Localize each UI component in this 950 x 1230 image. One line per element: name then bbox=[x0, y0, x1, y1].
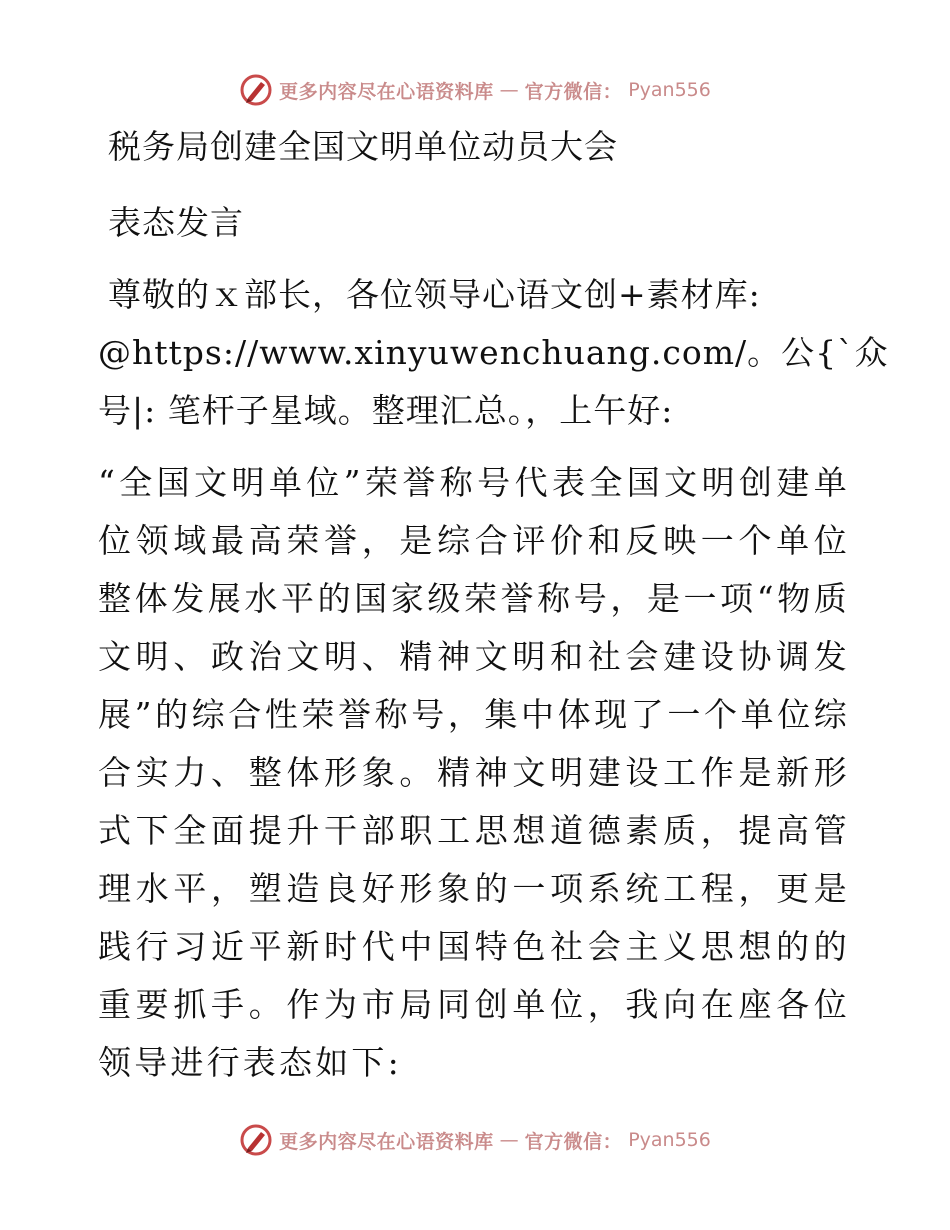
greeting-line: 号|: 笔杆子星域。整理汇总。，上午好: bbox=[98, 391, 674, 430]
document-body bbox=[98, 118, 889, 1092]
document-title: 税务局创建全国文明单位动员大会 bbox=[108, 127, 618, 166]
greeting-line: 尊敬的ｘ部长，各位领导心语文创+素材库: bbox=[108, 275, 761, 314]
watermark-separator: — bbox=[499, 79, 519, 101]
watermark-separator: — bbox=[499, 1129, 519, 1151]
document-subtitle: 表态发言 bbox=[108, 203, 244, 242]
watermark-footer bbox=[0, 1122, 950, 1158]
watermark-wechat-label: 官方微信： bbox=[524, 80, 623, 103]
pen-logo-icon bbox=[239, 73, 273, 107]
watermark-header bbox=[0, 72, 950, 108]
watermark-site-text: 更多内容尽在心语资料库 bbox=[279, 1130, 494, 1153]
watermark-site-text: 更多内容尽在心语资料库 bbox=[279, 80, 494, 103]
greeting bbox=[98, 266, 889, 440]
pen-logo-icon bbox=[239, 1123, 273, 1157]
watermark-wechat-account: Pyan556 bbox=[628, 1129, 711, 1151]
watermark-wechat-account: Pyan556 bbox=[628, 79, 711, 101]
paragraph-text: “全国文明单位”荣誉称号代表全国文明创建单位领域最高荣誉，是综合评价和反映一个单位整体发展水平的国家级荣誉称号，是一项“物质文明、政治文明、精神文明和社会建设协调发展”的综合性荣誉称号，集中体现了一个单位综合实力、整体形象。精神文明建设工作是新形式下全面提升干部职工思想道德素质，提高管理水平，塑造良好形象的一项系统工程，更是践行习近平新时代中国特色社会主义思想的的重要抓手。作为市局同创单位，我向在座各位领导进行表态如下: bbox=[98, 463, 850, 1082]
greeting-line: @https://www.xinyuwenchuang.com/。公{`众 bbox=[98, 333, 889, 372]
body-paragraph bbox=[98, 454, 850, 1092]
watermark-wechat-label: 官方微信： bbox=[524, 1130, 623, 1153]
